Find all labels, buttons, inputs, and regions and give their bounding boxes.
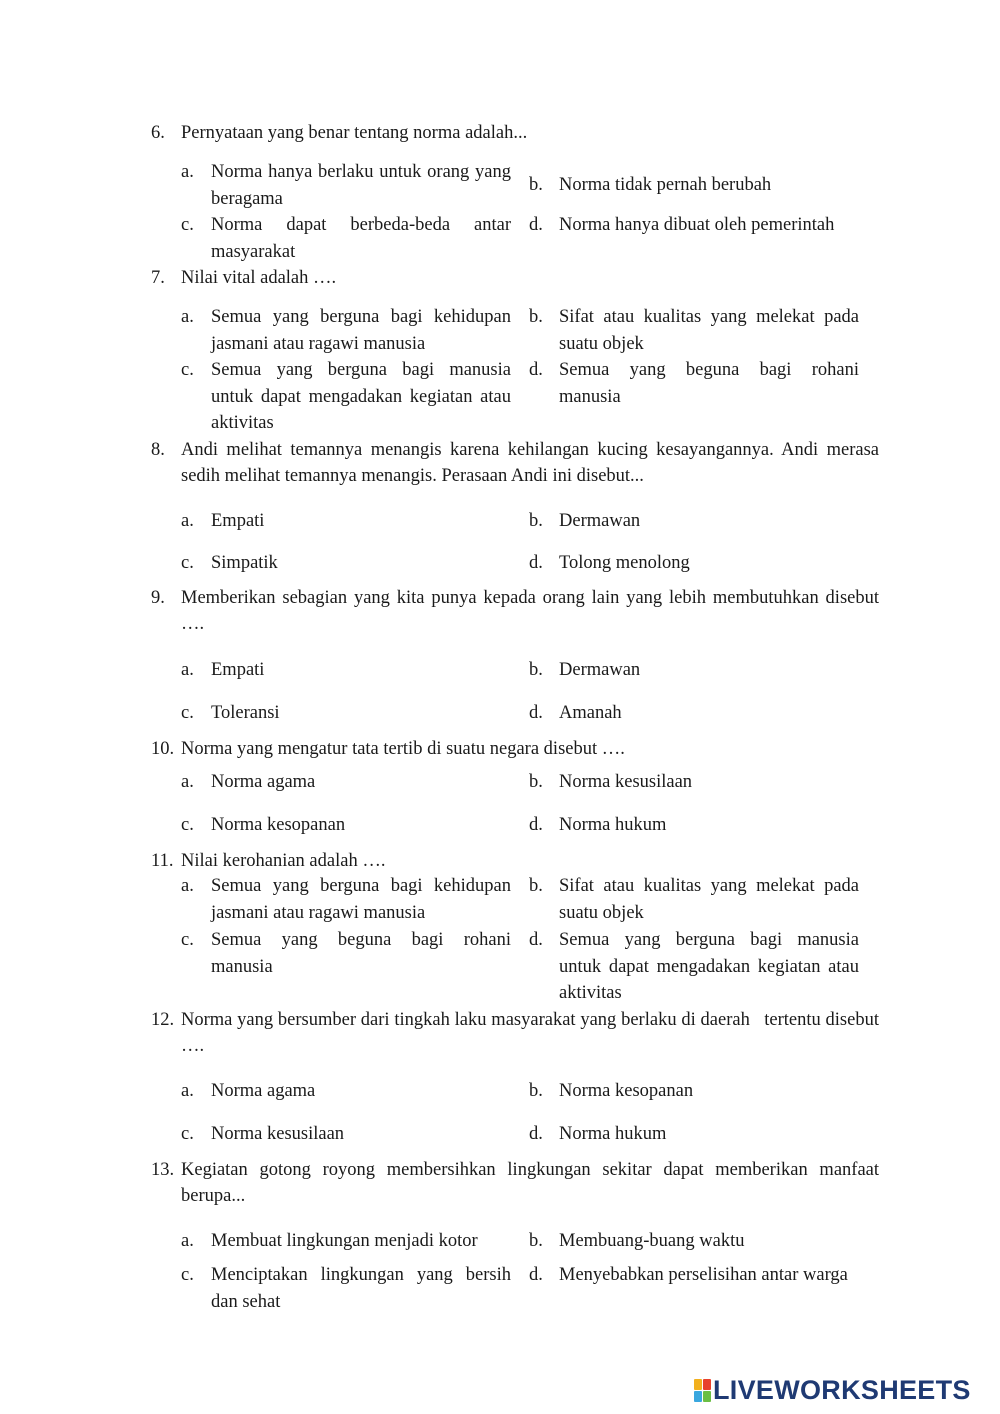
option-letter: d. [529, 930, 543, 950]
option-9c[interactable] [181, 700, 511, 727]
option-10d[interactable] [529, 812, 859, 839]
option-text: Norma agama [211, 1081, 316, 1101]
option-letter: d. [529, 1265, 543, 1285]
option-text: Tolong menolong [559, 553, 690, 573]
question-7 [151, 265, 879, 291]
option-letter: b. [529, 772, 543, 792]
option-7d[interactable] [529, 357, 859, 410]
option-letter: d. [529, 703, 543, 723]
option-letter: c. [181, 215, 194, 235]
option-text: Dermawan [559, 660, 641, 680]
question-text: Norma yang bersumber dari tingkah laku masyarakat yang berlaku di daerah tertentu disebut …. [181, 1010, 884, 1056]
question-number: 10. [151, 739, 175, 759]
option-text: Menyebabkan perselisihan antar warga [559, 1265, 848, 1285]
option-11c[interactable] [181, 927, 511, 980]
option-11a[interactable] [181, 873, 511, 926]
option-letter: b. [529, 175, 543, 195]
option-letter: a. [181, 307, 194, 327]
question-9 [151, 585, 879, 637]
option-9b[interactable] [529, 657, 859, 684]
question-12 [151, 1007, 884, 1059]
question-number: 13. [151, 1160, 175, 1180]
option-8d[interactable] [529, 550, 859, 577]
option-letter: a. [181, 511, 194, 531]
option-letter: d. [529, 215, 543, 235]
question-number: 8. [151, 440, 165, 460]
option-letter: c. [181, 1265, 194, 1285]
option-text: Dermawan [559, 511, 641, 531]
option-text: Empati [211, 660, 265, 680]
liveworksheets-mark-icon [694, 1379, 710, 1401]
option-13b[interactable] [529, 1228, 859, 1255]
option-13c[interactable] [181, 1262, 511, 1315]
option-12a[interactable] [181, 1078, 511, 1105]
option-text: Norma hanya dibuat oleh pemerintah [559, 215, 835, 235]
logo-text: LIVEWORKSHEETS [713, 1375, 971, 1405]
option-text: Amanah [559, 703, 622, 723]
option-7c[interactable] [181, 357, 511, 437]
option-letter: d. [529, 815, 543, 835]
option-text: Norma hanya berlaku untuk orang yang beragama [211, 162, 511, 209]
option-12b[interactable] [529, 1078, 859, 1105]
liveworksheets-logo[interactable] [694, 1375, 971, 1405]
option-letter: b. [529, 1081, 543, 1101]
option-12d[interactable] [529, 1121, 859, 1148]
option-text: Menciptakan lingkungan yang bersih dan sehat [211, 1265, 511, 1312]
option-text: Norma kesusilaan [559, 772, 693, 792]
option-text: Toleransi [211, 703, 280, 723]
option-text: Semua yang berguna bagi kehidupan jasmani atau ragawi manusia [211, 876, 511, 923]
question-number: 11. [151, 851, 174, 871]
mark-tile [703, 1391, 711, 1402]
option-letter: c. [181, 930, 194, 950]
option-letter: b. [529, 660, 543, 680]
mark-tile [703, 1379, 711, 1390]
question-text: Nilai vital adalah …. [181, 268, 337, 288]
option-text: Semua yang berguna bagi manusia untuk dapat mengadakan kegiatan atau aktivitas [559, 930, 859, 1003]
question-number: 9. [151, 588, 165, 608]
option-letter: c. [181, 360, 194, 380]
option-11b[interactable] [529, 873, 859, 926]
option-10c[interactable] [181, 812, 511, 839]
question-11 [151, 848, 879, 874]
option-letter: a. [181, 660, 194, 680]
option-text: Semua yang beguna bagi rohani manusia [559, 360, 859, 407]
option-text: Semua yang beguna bagi rohani manusia [211, 930, 511, 977]
question-number: 7. [151, 268, 165, 288]
option-letter: a. [181, 162, 194, 182]
option-letter: b. [529, 1231, 543, 1251]
question-13 [151, 1157, 879, 1209]
question-text: Kegiatan gotong royong membersihkan lingkungan sekitar dapat memberikan manfaat berupa... [181, 1160, 879, 1206]
option-7b[interactable] [529, 304, 859, 357]
question-text: Andi melihat temannya menangis karena kehilangan kucing kesayangannya. Andi merasa sedih melihat temannya menangis. Perasaan Andi ini disebut... [181, 440, 879, 486]
option-7a[interactable] [181, 304, 511, 357]
option-text: Sifat atau kualitas yang melekat pada suatu objek [559, 307, 859, 354]
question-8 [151, 437, 879, 489]
question-text: Nilai kerohanian adalah …. [181, 851, 386, 871]
option-letter: c. [181, 553, 194, 573]
option-text: Simpatik [211, 553, 278, 573]
option-6b[interactable] [529, 172, 859, 199]
option-letter: d. [529, 553, 543, 573]
option-letter: b. [529, 307, 543, 327]
option-letter: a. [181, 1231, 194, 1251]
question-text: Memberikan sebagian yang kita punya kepada orang lain yang lebih membutuhkan disebut …. [181, 588, 879, 634]
option-11d[interactable] [529, 927, 859, 1007]
mark-tile [694, 1391, 702, 1402]
option-letter: a. [181, 876, 194, 896]
option-text: Norma tidak pernah berubah [559, 175, 772, 195]
option-6d[interactable] [529, 212, 859, 239]
question-10 [151, 736, 879, 762]
option-text: Empati [211, 511, 265, 531]
question-number: 6. [151, 123, 165, 143]
option-6a[interactable] [181, 159, 511, 212]
option-text: Norma kesusilaan [211, 1124, 345, 1144]
option-6c[interactable] [181, 212, 511, 265]
option-text: Membuang-buang waktu [559, 1231, 745, 1251]
option-text: Semua yang berguna bagi manusia untuk dapat mengadakan kegiatan atau aktivitas [211, 360, 511, 433]
option-13a[interactable] [181, 1228, 511, 1255]
option-text: Membuat lingkungan menjadi kotor [211, 1231, 478, 1251]
question-text: Pernyataan yang benar tentang norma adalah... [181, 123, 528, 143]
option-letter: c. [181, 703, 194, 723]
option-letter: b. [529, 876, 543, 896]
option-letter: d. [529, 1124, 543, 1144]
option-10b[interactable] [529, 769, 859, 796]
option-text: Semua yang berguna bagi kehidupan jasmani atau ragawi manusia [211, 307, 511, 354]
question-6 [151, 120, 879, 146]
option-letter: a. [181, 772, 194, 792]
option-letter: a. [181, 1081, 194, 1101]
option-9d[interactable] [529, 700, 859, 727]
option-text: Norma agama [211, 772, 316, 792]
question-text: Norma yang mengatur tata tertib di suatu negara disebut …. [181, 739, 625, 759]
option-8c[interactable] [181, 550, 511, 577]
option-text: Norma hukum [559, 1124, 667, 1144]
option-9a[interactable] [181, 657, 511, 684]
option-letter: c. [181, 1124, 194, 1144]
mark-tile [694, 1379, 702, 1390]
option-8a[interactable] [181, 508, 511, 535]
option-text: Norma dapat berbeda-beda antar masyarakat [211, 215, 511, 262]
option-letter: c. [181, 815, 194, 835]
option-10a[interactable] [181, 769, 511, 796]
option-text: Norma kesopanan [211, 815, 346, 835]
option-12c[interactable] [181, 1121, 511, 1148]
option-letter: b. [529, 511, 543, 531]
option-text: Norma kesopanan [559, 1081, 694, 1101]
option-text: Sifat atau kualitas yang melekat pada suatu objek [559, 876, 859, 923]
option-text: Norma hukum [559, 815, 667, 835]
option-8b[interactable] [529, 508, 859, 535]
option-letter: d. [529, 360, 543, 380]
question-number: 12. [151, 1010, 175, 1030]
option-13d[interactable] [529, 1262, 859, 1289]
